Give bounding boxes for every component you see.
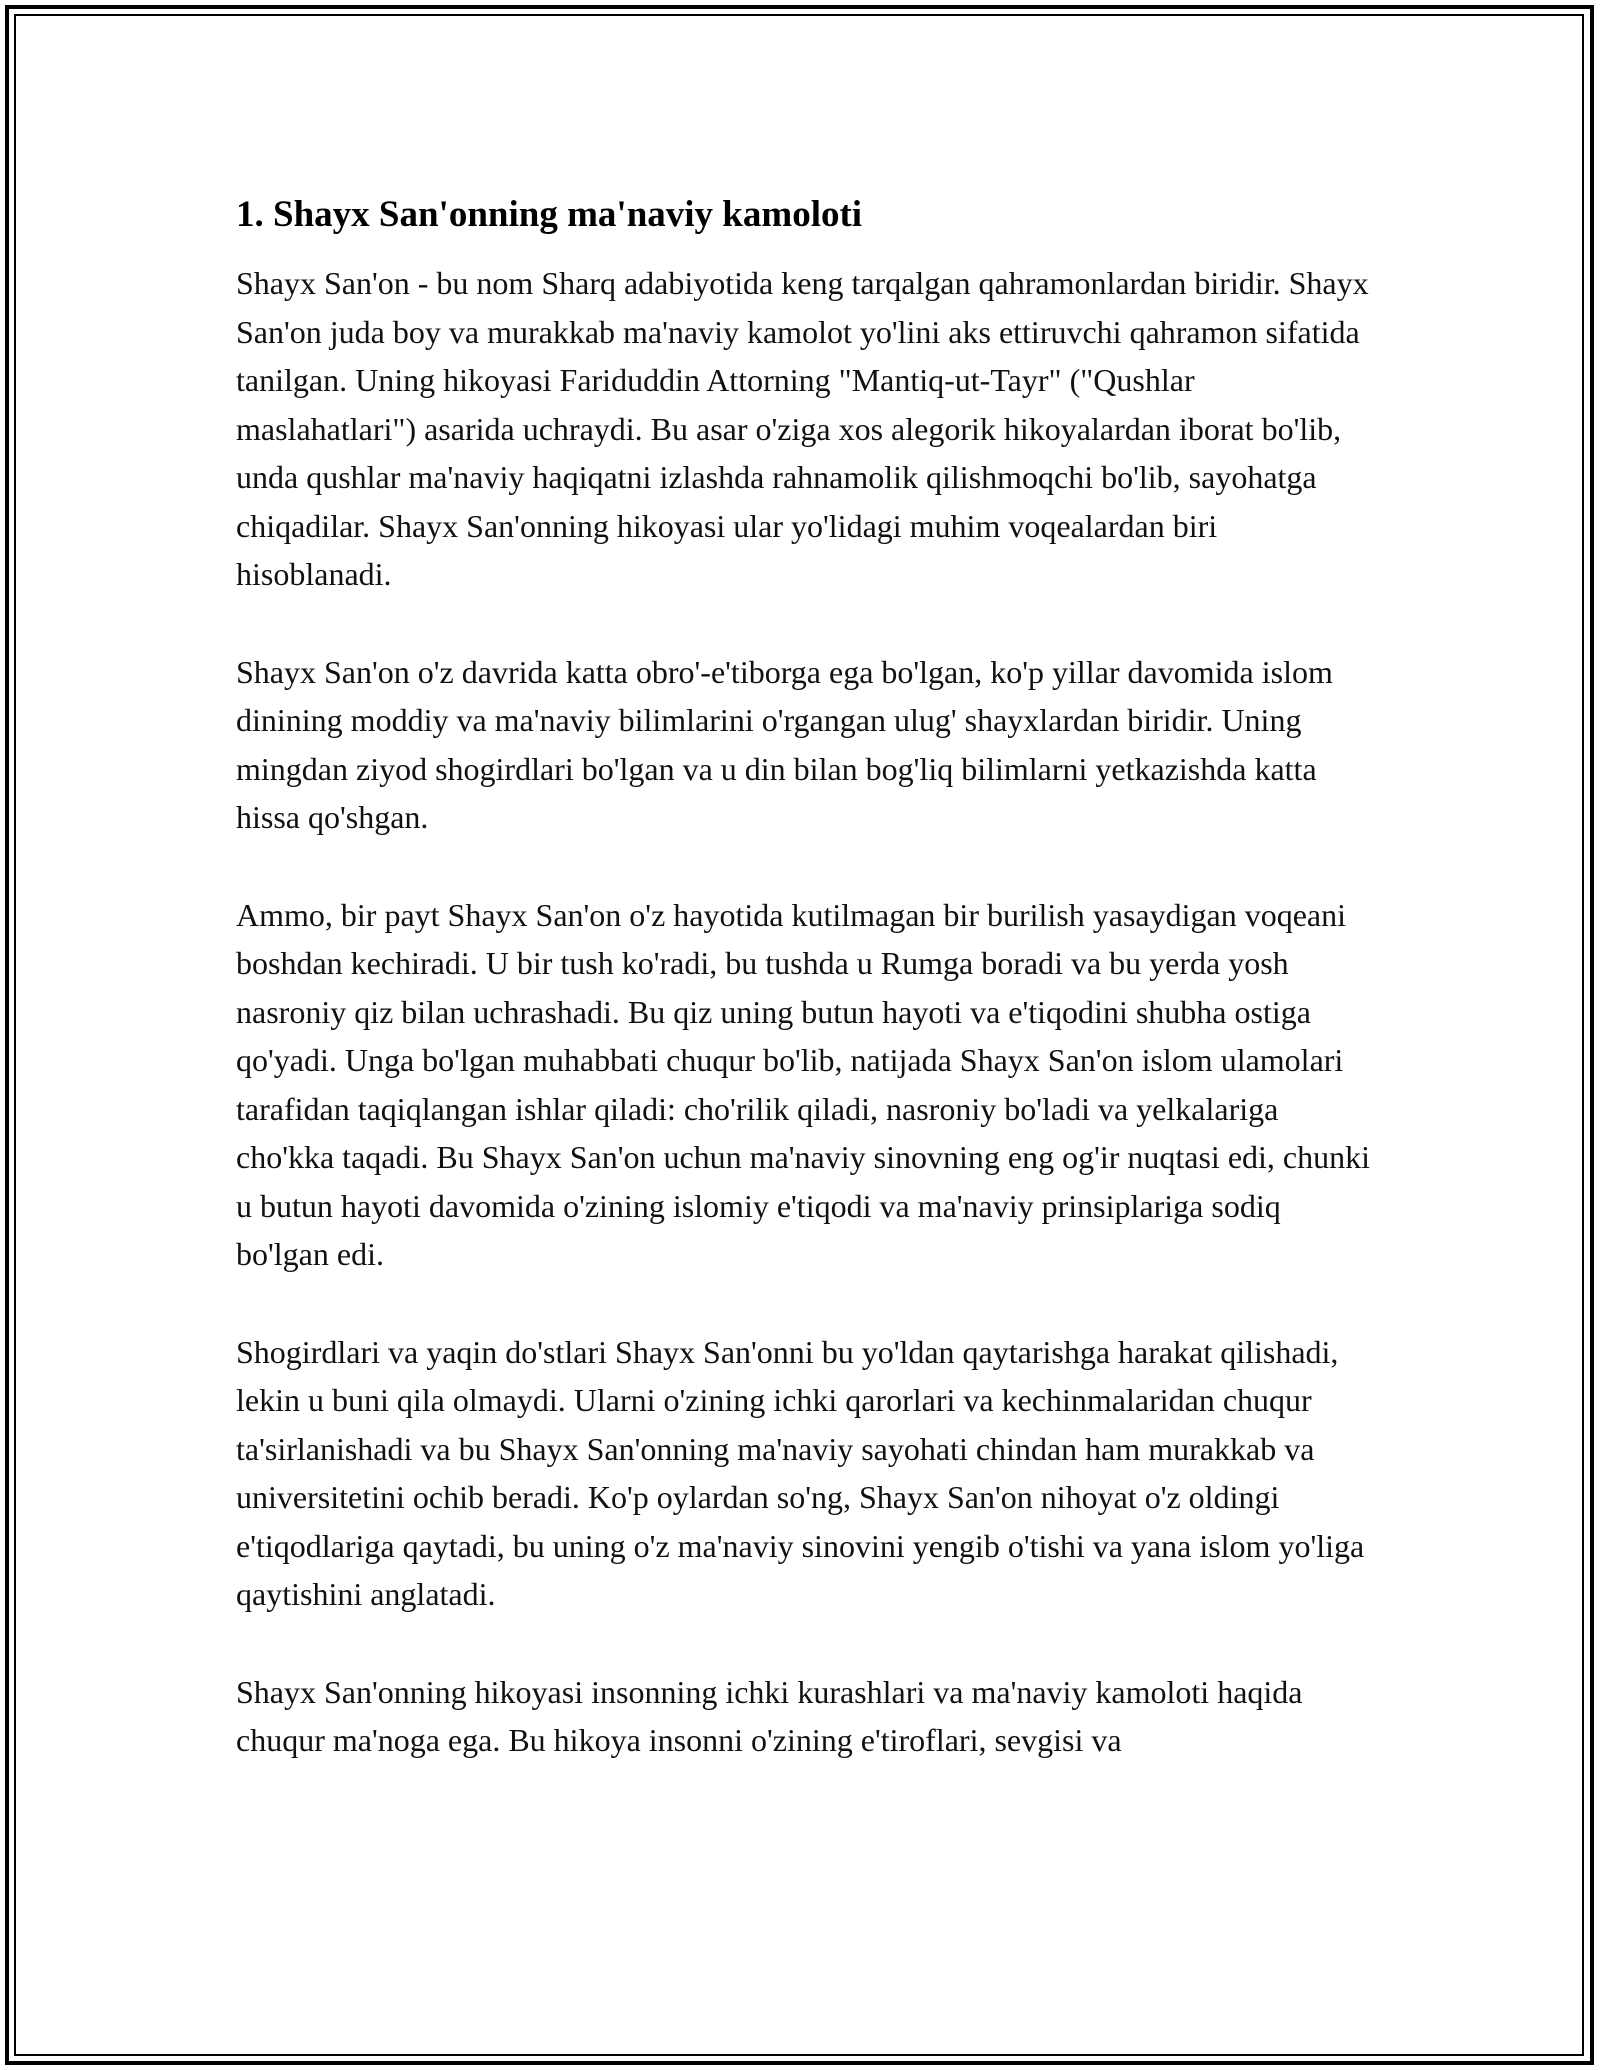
paragraph-3: Ammo, bir payt Shayx San'on o'z hayotida kutilmagan bir burilish yasaydigan voqeani boshdan kechiradi. U bir tush ko'radi, bu tushda u Rumga boradi va bu yerda yosh nasroniy qiz bilan uchrashadi. Bu qiz uning butun hayoti va e'tiqodini shubha ostiga qo'yadi. Unga bo'lgan muhabbati chuqur bo'lib, natijada Shayx San'on islom ulamolari tarafidan taqiqlangan ishlar qiladi: cho'rilik qiladi, nasroniy bo'ladi va yelkalariga cho'kka taqadi. Bu Shayx San'on uchun ma'naviy sinovning eng og'ir nuqtasi edi, chunki u butun hayoti davomida o'zining islomiy e'tiqodi va ma'naviy prinsiplariga sodiq bo'lgan edi.	[236, 896, 1370, 1272]
paragraph-5: Shayx San'onning hikoyasi insonning ichki kurashlari va ma'naviy kamoloti haqida chuqur ma'noga ega. Bu hikoya insonni o'zining e'tiroflari, sevgisi va	[236, 1673, 1303, 1758]
paragraph-1: Shayx San'on - bu nom Sharq adabiyotida keng tarqalgan qahramonlardan biridir. Shayx San'on juda boy va murakkab ma'naviy kamolot yo'lini aks ettiruvchi qahramon sifatida tanilgan. Uning hikoyasi Fariduddin Attorning "Mantiq-ut-Tayr" ("Qushlar maslahatlari") asarida uchraydi. Bu asar o'ziga xos alegorik hikoyalardan iborat bo'lib, unda qushlar ma'naviy haqiqatni izlashda rahnamolik qilishmoqchi bo'lib, sayohatga chiqadilar. Shayx San'onning hikoyasi ular yo'lidagi muhim voqealardan biri hisoblanadi.	[236, 265, 1369, 592]
document-body	[236, 185, 1376, 1814]
paragraph-2: Shayx San'on o'z davrida katta obro'-e'tiborga ega bo'lgan, ko'p yillar davomida islom dinining moddiy va ma'naviy bilimlarini o'rgangan ulug' shayxlardan biridir. Uning mingdan ziyod shogirdlari bo'lgan va u din bilan bog'liq bilimlarni yetkazishda katta hissa qo'shgan.	[236, 653, 1333, 835]
section-heading: 1. Shayx San'onning ma'naviy kamoloti	[236, 194, 863, 235]
paragraph-4: Shogirdlari va yaqin do'stlari Shayx San'onni bu yo'ldan qaytarishga harakat qilishadi, lekin u buni qila olmaydi. Ularni o'zining ichki qarorlari va kechinmalaridan chuqur ta'sirlanishadi va bu Shayx San'onning ma'naviy sayohati chindan ham murakkab va universitetini ochib beradi. Ko'p oylardan so'ng, Shayx San'on nihoyat o'z oldingi e'tiqodlariga qaytadi, bu uning o'z ma'naviy sinovini yengib o'tishi va yana islom yo'liga qaytishini anglatadi.	[236, 1333, 1365, 1612]
